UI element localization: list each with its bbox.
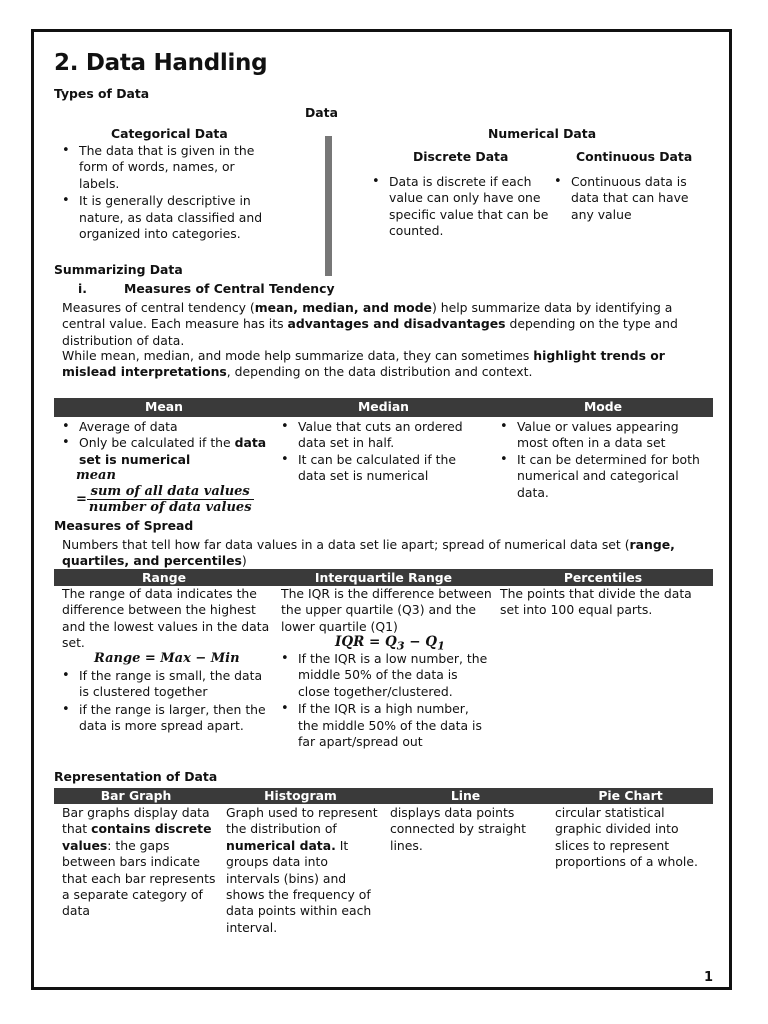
text-run: Graph used to represent the distribution of xyxy=(226,805,378,837)
list-item: • If the IQR is a high number, the middle 50% of the data is far apart/spread out xyxy=(275,701,490,750)
range-formula: Range = Max − Min xyxy=(94,651,240,666)
mode-list xyxy=(494,419,706,501)
discrete-list xyxy=(366,174,551,240)
text-run-bold: highlight trends or mislead interpretations xyxy=(62,348,665,380)
text-run: Numbers that tell how far data values in a data set lie apart; spread of numerical data set ( xyxy=(62,537,630,552)
central-tendency-paragraph xyxy=(62,300,707,349)
representation-heading: Representation of Data xyxy=(54,769,218,784)
range-description: The range of data indicates the difference between the highest and the lowest values in the data set. xyxy=(62,586,270,651)
fraction xyxy=(87,484,254,515)
subscript: 1 xyxy=(437,638,445,653)
text-run-bold: mean, median, and mode xyxy=(254,300,432,315)
discrete-label: Discrete Data xyxy=(413,149,509,164)
continuous-label: Continuous Data xyxy=(576,149,693,164)
text-run-bold: data set is numerical xyxy=(79,435,267,467)
column-header: Histogram xyxy=(264,788,337,803)
text-run: IQR = Q xyxy=(335,634,397,650)
representation-table-header xyxy=(54,788,713,804)
text-run: Bar graphs display data that xyxy=(62,805,210,837)
fraction-numerator: sum of all data values xyxy=(87,484,254,500)
column-header: Interquartile Range xyxy=(314,570,453,585)
column-header: Mean xyxy=(145,399,183,414)
trends-paragraph xyxy=(62,348,707,381)
text-run: : the gaps between bars indicate that each bar represents a separate category of data xyxy=(62,837,216,919)
list-item: • It is generally descriptive in nature, as data classified and organized into categories. xyxy=(56,193,266,242)
list-item: • if the range is larger, then the data is more spread apart. xyxy=(56,702,271,735)
column-header: Pie Chart xyxy=(598,788,663,803)
iqr-formula xyxy=(335,634,445,653)
column-header: Mode xyxy=(583,399,623,414)
spread-table-header xyxy=(54,569,713,586)
list-item: • If the range is small, the data is clustered together xyxy=(56,668,271,701)
fraction-denominator: number of data values xyxy=(88,500,252,515)
central-table-header xyxy=(54,398,713,417)
list-item: • It can be determined for both numerical and categorical data. xyxy=(494,452,706,501)
column-header: Median xyxy=(357,399,410,414)
pie-chart-description: circular statistical graphic divided into slices to represent proportions of a whole. xyxy=(555,805,698,870)
text-run-bold: advantages and disadvantages xyxy=(287,316,506,332)
list-item: • The data that is given in the form of words, names, or labels. xyxy=(56,143,266,192)
line-description: displays data points connected by straight lines. xyxy=(390,805,526,853)
subsection-numeral: i. xyxy=(78,281,87,296)
text-run: ) xyxy=(241,553,247,569)
text-run: , depending on the data distribution and context. xyxy=(226,364,533,380)
page-number: 1 xyxy=(704,970,714,985)
mean-formula-lhs: mean xyxy=(76,468,116,483)
list-item: • Value or values appearing most often in a data set xyxy=(494,419,706,452)
range-list xyxy=(56,668,271,735)
mean-list xyxy=(56,419,271,468)
list-item: • Continuous data is data that can have any value xyxy=(548,174,708,223)
text-run-bold: numerical data. xyxy=(226,837,336,853)
iqr-description: The IQR is the difference between the upper quartile (Q3) and the lower quartile (Q1) xyxy=(281,586,492,634)
median-list xyxy=(275,419,485,485)
summarizing-heading: Summarizing Data xyxy=(54,262,183,277)
histogram-description xyxy=(226,805,382,936)
categorical-label: Categorical Data xyxy=(111,126,228,141)
text-run: ) help summarize data by identifying a central value. Each measure has its xyxy=(62,300,673,332)
text-run: It groups data into intervals (bins) and shows the frequency of data points within each interval. xyxy=(226,837,372,935)
list-item: • Average of data xyxy=(56,419,271,435)
column-header: Bar Graph xyxy=(100,788,172,803)
list-item: • It can be calculated if the data set is numerical xyxy=(275,452,485,485)
section-divider xyxy=(325,136,332,276)
column-header: Percentiles xyxy=(563,570,643,585)
list-item: • Value that cuts an ordered data set in half. xyxy=(275,419,485,452)
text-run: Measures of central tendency ( xyxy=(62,300,255,315)
percentiles-description: The points that divide the data set into 100 equal parts. xyxy=(500,586,692,618)
text-run: − Q xyxy=(404,634,438,650)
central-tendency-heading: Measures of Central Tendency xyxy=(124,281,335,296)
text-run: depending on the type and distribution of data. xyxy=(62,316,678,348)
subscript: 3 xyxy=(396,638,405,653)
categorical-list xyxy=(56,143,266,242)
iqr-list xyxy=(275,651,490,750)
text-run-bold: range, quartiles, and percentiles xyxy=(62,537,675,569)
numerical-label: Numerical Data xyxy=(488,126,597,141)
equals-sign: = xyxy=(76,492,87,507)
list-item: • Data is discrete if each value can only have one specific value that can be counted. xyxy=(366,174,551,240)
spread-heading: Measures of Spread xyxy=(54,518,194,533)
list-item: • If the IQR is a low number, the middle 50% of the data is close together/clustered. xyxy=(275,651,490,700)
column-header: Range xyxy=(142,570,186,585)
column-header: Line xyxy=(450,788,481,803)
text-run: While mean, median, and mode help summarize data, they can sometimes xyxy=(62,348,534,363)
list-item xyxy=(56,435,271,468)
text-run-bold: contains discrete values xyxy=(62,821,212,853)
mean-formula xyxy=(76,484,254,515)
data-root-label: Data xyxy=(305,105,338,120)
continuous-list xyxy=(548,174,708,223)
types-heading: Types of Data xyxy=(54,86,150,101)
text-run: Only be calculated if the xyxy=(79,435,235,451)
bar-graph-description xyxy=(62,805,220,920)
spread-intro xyxy=(62,537,707,570)
page-title: 2. Data Handling xyxy=(54,50,268,76)
